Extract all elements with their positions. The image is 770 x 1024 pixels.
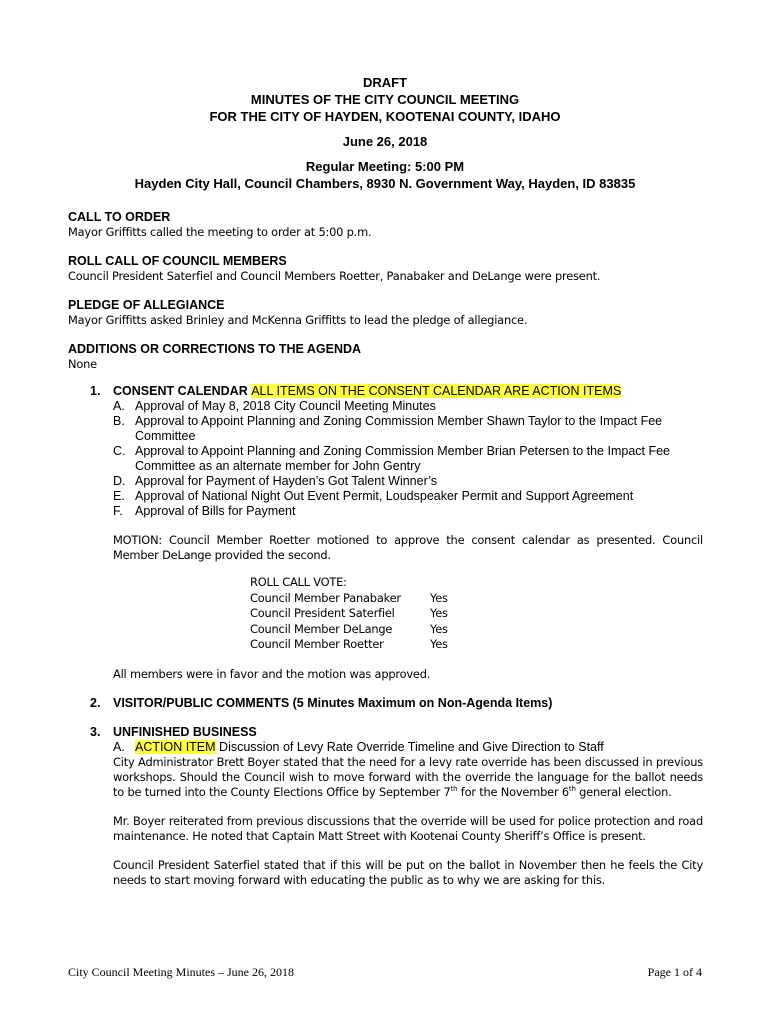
consent-subitems: [113, 399, 703, 519]
subitem-text: Approval to Appoint Planning and Zoning Commission Member Brian Petersen to the Impact Fee Committee as an alternate member for John Gentry: [135, 444, 671, 473]
subitem-text: Approval of May 8, 2018 City Council Meeting Minutes: [135, 399, 436, 413]
action-items-highlight: ALL ITEMS ON THE CONSENT CALENDAR ARE ACTION ITEMS: [251, 384, 622, 398]
section-pledge: [68, 298, 703, 328]
agenda-item-consent-calendar: [68, 384, 703, 682]
meeting-location: Hayden City Hall, Council Chambers, 8930 N. Government Way, Hayden, ID 83835: [134, 176, 636, 191]
vote-row: [250, 606, 703, 622]
consent-subitem: [113, 504, 703, 519]
item-number: 2.: [90, 695, 101, 710]
page-number: Page 1 of 4: [647, 965, 702, 979]
section-heading: ROLL CALL OF COUNCIL MEMBERS: [68, 254, 287, 268]
section-additions: [68, 342, 703, 372]
minutes-title: MINUTES OF THE CITY COUNCIL MEETING: [250, 92, 520, 107]
meeting-type: Regular Meeting: 5:00 PM: [305, 159, 465, 174]
para-part: for the November 6: [457, 784, 569, 799]
section-text: None: [68, 357, 97, 371]
vote-value: Yes: [430, 590, 448, 605]
roll-call-vote: [250, 575, 703, 653]
para-part: general election.: [575, 784, 672, 799]
paragraph-levy-timeline: [113, 755, 703, 800]
motion-result: All members were in favor and the motion was approved.: [113, 666, 431, 681]
consent-subitem: [113, 474, 703, 489]
paragraph-ballot-education: Council President Saterfiel stated that if this will be put on the ballot in November then he feels the City needs to start moving forward with educating the public as to why we are asking for this.: [113, 857, 703, 887]
subitem-letter: B.: [113, 414, 125, 428]
subitem: [113, 740, 703, 755]
consent-subitem: [113, 489, 703, 504]
voter-name: Council President Saterfiel: [250, 606, 395, 620]
item-title: VISITOR/PUBLIC COMMENTS (5 Minutes Maximum on Non-Agenda Items): [113, 695, 553, 710]
voter-name: Council Member Roetter: [250, 637, 384, 651]
section-heading: ADDITIONS OR CORRECTIONS TO THE AGENDA: [68, 342, 362, 356]
vote-value: Yes: [430, 606, 448, 620]
document-header: [60, 74, 710, 192]
item-title: UNFINISHED BUSINESS: [113, 724, 257, 739]
subitem-letter: D.: [113, 474, 126, 488]
draft-label: DRAFT: [362, 75, 408, 90]
superscript: th: [450, 784, 458, 793]
footer-title: City Council Meeting Minutes – June 26, 2018: [68, 965, 294, 979]
city-title: FOR THE CITY OF HAYDEN, KOOTENAI COUNTY, IDAHO: [209, 109, 561, 124]
section-text: Mayor Griffitts called the meeting to order at 5:00 p.m.: [68, 225, 372, 239]
section-text: Mayor Griffitts asked Brinley and McKenna Griffitts to lead the pledge of allegiance.: [68, 313, 528, 327]
item-number: 3.: [90, 724, 101, 739]
subitem-text: Approval of Bills for Payment: [135, 504, 296, 518]
subitem-text: Approval to Appoint Planning and Zoning Commission Member Shawn Taylor to the Impact Fee Committee: [135, 414, 663, 443]
page-footer: [68, 965, 702, 980]
vote-row: [250, 637, 703, 653]
motion-text: MOTION: Council Member Roetter motioned to approve the consent calendar as presented. Council Member DeLange provided the second.: [113, 533, 703, 562]
subitem-letter: A.: [113, 399, 125, 413]
subitem-text: Approval for Payment of Hayden’s Got Talent Winner’s: [135, 474, 438, 488]
subitem-text: Approval of National Night Out Event Permit, Loudspeaker Permit and Support Agreement: [135, 489, 634, 503]
paragraph-override-use: Mr. Boyer reiterated from previous discussions that the override will be used for police protection and road maintenance. He noted that Captain Matt Street with Kootenai County Sheriff’s Office is present.: [113, 813, 703, 843]
subitem-letter: A.: [113, 739, 125, 754]
section-roll-call: [68, 254, 703, 284]
item-number: 1.: [90, 384, 101, 398]
document-body: [68, 210, 703, 888]
roll-call-title: ROLL CALL VOTE:: [250, 575, 347, 589]
meeting-date: June 26, 2018: [342, 134, 428, 149]
subitem-letter: F.: [113, 504, 123, 518]
vote-value: Yes: [430, 637, 448, 651]
consent-subitem: [113, 414, 703, 444]
superscript: th: [568, 784, 576, 793]
section-text: Council President Saterfiel and Council Members Roetter, Panabaker and DeLange were present.: [68, 269, 601, 283]
para-part: City Administrator Brett Boyer stated that the need for a levy rate override has been discussed in previous workshops. Should the Council wish to move forward with the override the language for the ballot needs to be turned into the County Elections Office by September 7: [113, 754, 703, 799]
consent-subitem: [113, 399, 703, 414]
subitem-letter: E.: [113, 489, 125, 503]
agenda-item-unfinished-business: [68, 725, 703, 888]
subitem-text: Discussion of Levy Rate Override Timeline and Give Direction to Staff: [219, 739, 604, 754]
section-heading: CALL TO ORDER: [68, 210, 171, 224]
vote-row: [250, 622, 703, 638]
subitem-letter: C.: [113, 444, 126, 458]
section-call-to-order: [68, 210, 703, 240]
section-heading: PLEDGE OF ALLEGIANCE: [68, 298, 225, 312]
consent-subitem: [113, 444, 703, 474]
agenda-item-visitor-comments: [68, 696, 703, 711]
voter-name: Council Member Panabaker: [250, 590, 401, 605]
item-title-text: CONSENT CALENDAR: [113, 384, 248, 398]
vote-value: Yes: [430, 621, 448, 636]
action-item-highlight: ACTION ITEM: [135, 739, 216, 754]
item-title: [113, 384, 703, 399]
vote-row: [250, 591, 703, 607]
vote-list: [250, 591, 703, 653]
voter-name: Council Member DeLange: [250, 621, 393, 636]
